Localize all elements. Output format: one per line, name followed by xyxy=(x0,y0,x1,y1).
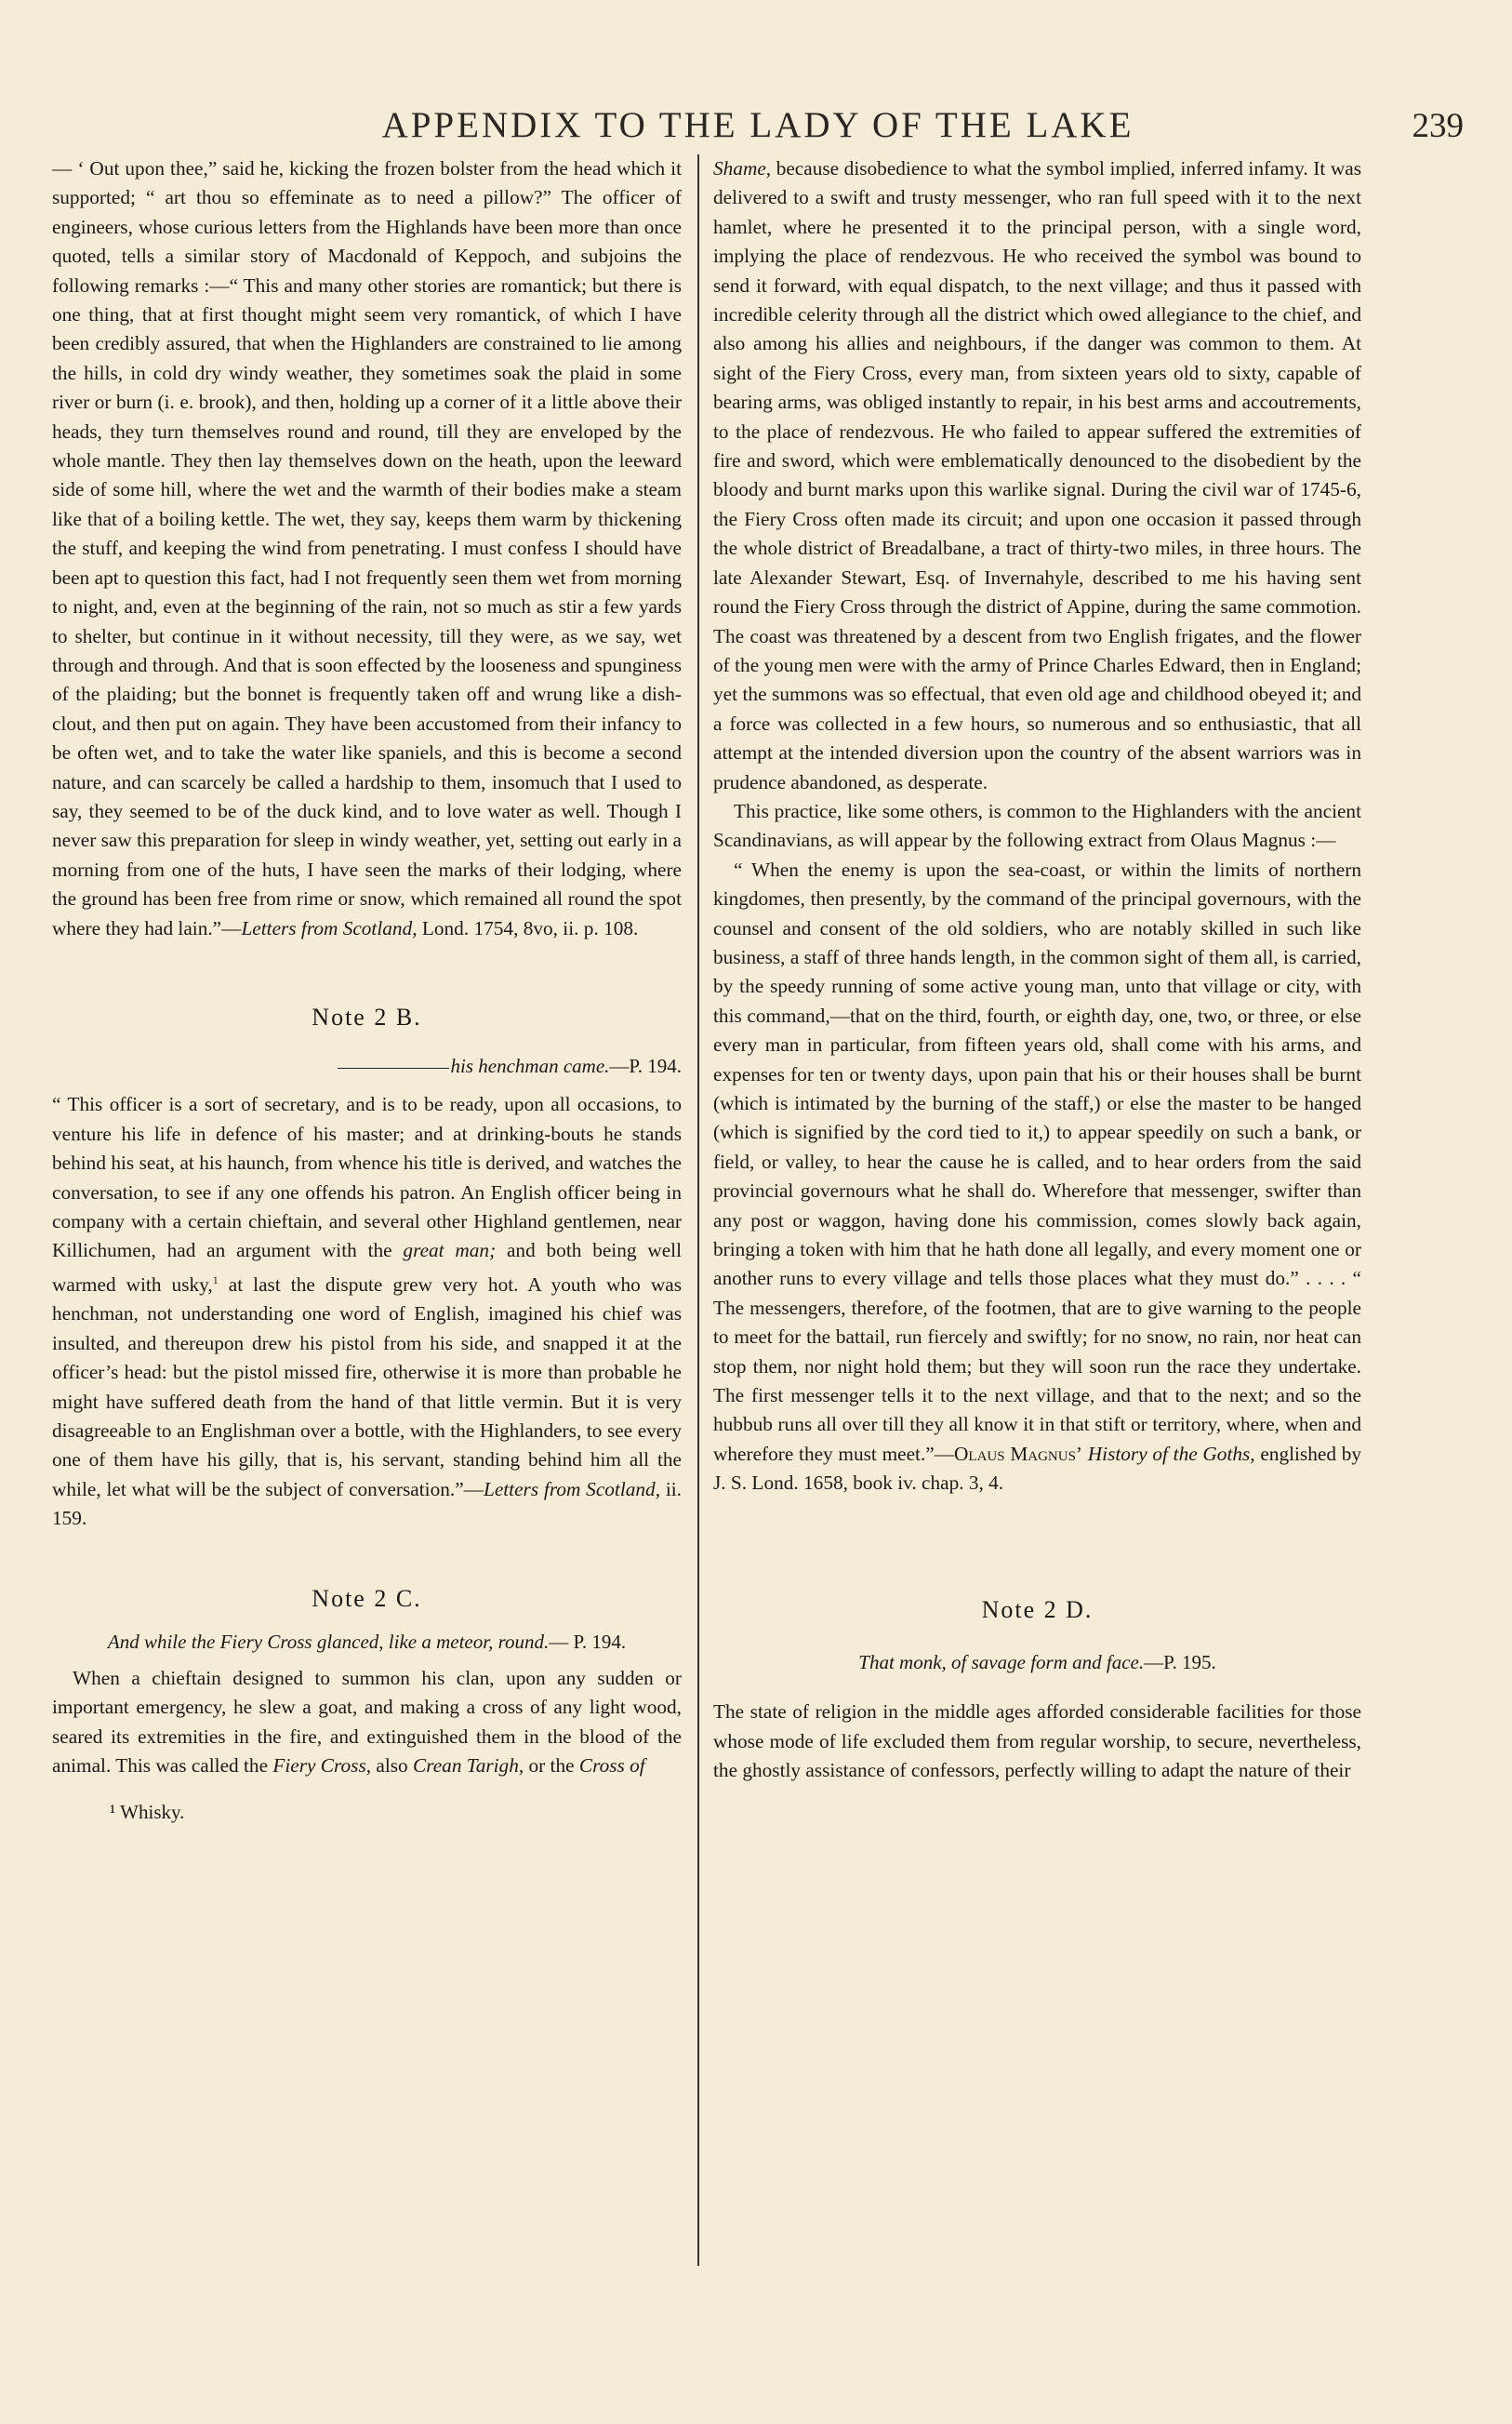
footnote: ¹ Whisky. xyxy=(110,1800,185,1823)
column-divider xyxy=(697,154,699,2266)
note-2d-reference: That monk, of savage form and face.—P. 195. xyxy=(858,1651,1216,1674)
left-column xyxy=(52,154,682,1826)
note-2d-heading: Note 2 D. xyxy=(981,1595,1094,1623)
note-2c-reference: And while the Fiery Cross glanced, like a meteor, round.— P. 194. xyxy=(107,1630,627,1653)
right-paragraph-1: Shame, because disobedience to what the symbol implied, inferred infamy. It was delivered to a swift and trusty messenger, who ran full speed with it to the next hamlet, where he presented it to the principal person, with a single word, implying the place of rendezvous. He who received the symbol was bound to send it forward, with equal dispatch, to the next village; and thus it passed with incredible celerity through all the district which owed allegiance to the chief, and also among his allies and neighbours, if the danger was common to them. At sight of the Fiery Cross, every man, from sixteen years old to sixty, capable of bearing arms, was obliged instantly to repair, in his best arms and accoutrements, to the place of rendezvous. He who failed to appear suffered the extremities of fire and sword, which were emblematically denounced to the disobedient by the bloody and burnt marks upon this warlike signal. During the civil war of 1745-6, the Fiery Cross often made its circuit; and upon one occasion it passed through the whole district of Breadalbane, a tract of thirty-two miles, in three hours. The late Alexander Stewart, Esq. of Invernahyle, described to me his having sent round the Fiery Cross through the district of Appine, during the same commotion. The coast was threatened by a descent from two English frigates, and the flower of the young men were with the army of Prince Charles Edward, then in England; yet the summons was so effectual, that even old age and childhood obeyed it; and a force was collected in a few hours, so numerous and so enthusiastic, that all attempt at the intended diversion upon the country of the absent warriors was in prudence abandoned, as desperate. xyxy=(713,157,1361,793)
note-2c-text: When a chieftain designed to summon his clan, upon any sudden or important emergency, he slew a goat, and making a cross of any light wood, seared its extremities in the fire, and extinguished them in the blood of the animal. This was called the Fiery Cross, also Crean Tarigh, or the Cross of xyxy=(52,1666,682,1778)
right-paragraph-2: This practice, like some others, is common to the Highlanders with the ancient Scandinavians, as will appear by the following extract from Olaus Magnus :— xyxy=(713,799,1361,852)
footnote-marker: 1 xyxy=(212,1272,219,1286)
note-2b-reference: his henchman came.—P. 194. xyxy=(52,1052,682,1081)
left-paragraph-1: — ‘ Out upon thee,” said he, kicking the frozen bolster from the head which it supported; “ art thou so effeminate as to need a pillow?” The officer of engineers, whose curious letters from the Highlands have been more than once quoted, tells a similar story of Macdonald of Keppoch, and subjoins the following remarks :—“ This and many other stories are romantick; but there is one thing, that at first thought might seem very romantick, of which I have been credibly assured, that when the Highlanders are constrained to lie among the hills, in cold dry windy weather, they sometimes soak the plaid in some river or burn (i. e. brook), and then, holding up a corner of it a little above their heads, they turn themselves round and round, till they are enveloped by the whole mantle. They then lay themselves down on the heath, upon the leeward side of some hill, where the wet and the warmth of their bodies make a steam like that of a boiling kettle. The wet, they say, keeps them warm by thickening the stuff, and keeping the wind from penetrating. I must confess I should have been apt to question this fact, had I not frequently seen them wet from morning to night, and, even at the beginning of the rain, not so much as stir a few yards to shelter, but continue in it without necessity, till they were, as we say, wet through and through. And that is soon effected by the looseness and spunginess of the plaiding; but the bonnet is frequently taken off and wrung like a dish-clout, and then put on again. They have been accustomed from their infancy to be often wet, and to take the water like spaniels, and this is become a second nature, and can scarcely be called a hardship to them, insomuch that I used to say, they seemed to be of the duck kind, and to love water as well. Though I never saw this preparation for sleep in windy weather, yet, setting out early in a morning from one of the huts, I have seen the marks of their lodging, where the ground has been free from rime or snow, which remained all round the spot where they had lain.”—Letters from Scotland, Lond. 1754, 8vo, ii. p. 108. xyxy=(52,157,682,939)
right-paragraph-3: “ When the enemy is upon the sea-coast, or within the limits of northern kingdomes, then presently, by the command of the principal governours, with the counsel and consent of the old soldiers, who are notably skilled in such like business, a staff of three hands length, in the common sight of them all, is carried, by the speedy running of some active young man, unto that village or city, with this command,—that on the third, fourth, or eighth day, one, two, or three, or else every man in particular, from fifteen years old, shall come with his arms, and expenses for ten or twenty days, upon pain that his or their houses shall be burnt (which is intimated by the burning of the staff,) or else the master to be hanged (which is signified by the cord tied to it,) to appear speedily on such a bank, or field, or valley, to hear the cause he is called, and to hear orders from the said provincial governours what he shall do. Wherefore that messenger, swifter than any post or waggon, having done his commission, comes slowly back again, bringing a token with him that he hath done all legally, and every moment one or another runs to every village and tells those places what they must do.” . . . . “ The messengers, therefore, of the footmen, that are to give warning to the people to meet for the battail, run fiercely and swiftly; for no snow, no rain, nor heat can stop them, nor night hold them; but they will soon run the race they undertake. The first messenger tells it to the next village, and that to the next; and so the hubbub runs all over till they all know it in that stift or territory, where, when and wherefore they must meet.”—Olaus Magnus’ History of the Goths, englished by J. S. Lond. 1658, book iv. chap. 3, 4. xyxy=(713,858,1361,1495)
note-2b-text: “ This officer is a sort of secretary, and is to be ready, upon all occasions, to venture his life in defence of his master; and at drinking-bouts he stands behind his seat, at his haunch, from whence his title is derived, and watches the conversation, to see if any one offends his patron. An English officer being in company with a certain chieftain, and several other Highland gentlemen, near Killichumen, had an argument with the great man; and both being well warmed with usky,$^1$ at last the dispute grew very hot. A youth who was henchman, not understanding one word of English, imagined his chief was insulted, and thereupon drew his pistol from his side, and snapped it at the officer’s head: but the pistol missed fire, otherwise it is more than probable he might have suffered death from the hand of that little vermin. But it is very disagreeable to an Englishman over a bottle, with the Highlanders, to see every one of them have his gilly, that is, his servant, standing behind him all the while, let what will be the subject of conversation.”—Letters from Scotland, ii. 159. xyxy=(52,1093,683,1530)
note-2c-heading: Note 2 C. xyxy=(312,1584,422,1612)
right-column xyxy=(713,154,1361,1785)
note-2b-heading: Note 2 B. xyxy=(312,1003,422,1031)
note-2d-text: The state of religion in the middle ages afforded considerable facilities for those whose mode of life excluded them from regular worship, to secure, nevertheless, the ghostly assistance of confessors, perfectly willing to adapt the nature of their xyxy=(713,1700,1361,1781)
running-head: APPENDIX TO THE LADY OF THE LAKE xyxy=(381,105,1134,145)
page-number: 239 xyxy=(1412,107,1464,145)
